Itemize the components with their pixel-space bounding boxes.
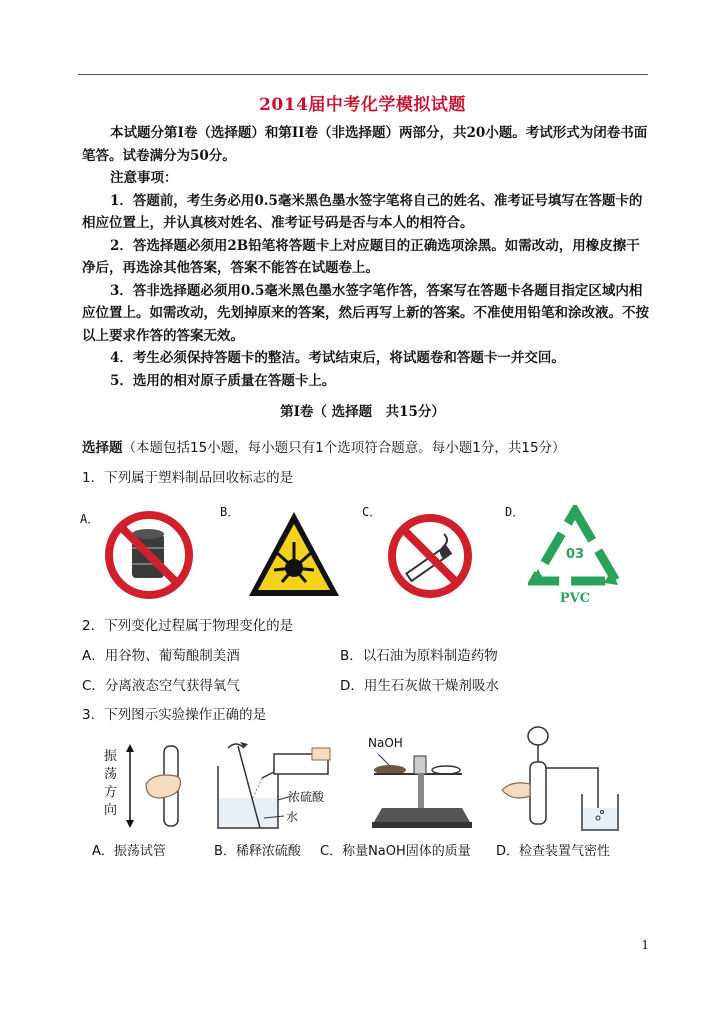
no-smoking-icon <box>386 512 474 600</box>
q2-option-b: B．以石油为原料制造药物 <box>340 648 498 664</box>
notice-heading: 注意事项： <box>110 170 178 186</box>
fig-dilute-acid <box>212 738 362 834</box>
naoh-label: NaOH <box>368 736 403 750</box>
page-number: 1 <box>641 938 649 952</box>
section-instruction-text: （本题包括15小题，每小题只有1个选项符合题意。每小题1分，共15分） <box>122 440 566 456</box>
page-title: 2014届中考化学模拟试题 <box>259 95 466 115</box>
acid-label: 浓硫酸 <box>288 790 325 804</box>
q3-caption-a: A．振荡试管 <box>92 844 166 859</box>
q1-option-b: B． <box>220 505 240 519</box>
notice-1: 1．答题前，考生务必用0.5毫米黑色墨水签字笔将自己的姓名、准考证号填写在答题卡的相应位置上，并认真核对姓名、准考证号码是否与本人的相符合。 <box>82 192 643 231</box>
q2-option-a: A．用谷物、葡萄酿制美酒 <box>82 648 240 664</box>
q2-option-d: D．用生石灰做干燥剂吸水 <box>340 678 499 694</box>
pvc-recycle-icon <box>528 505 622 609</box>
q1-option-c: C． <box>362 505 382 519</box>
section-instructions <box>82 438 652 458</box>
q3-caption-b: B．稀释浓硫酸 <box>214 844 301 859</box>
q1-option-d: D． <box>505 505 525 519</box>
q2-option-c: C．分离液态空气获得氧气 <box>82 678 240 694</box>
section-title: 第Ⅰ卷（ 选择题 共15分） <box>280 404 445 420</box>
barrel-prohibit-icon <box>104 510 194 600</box>
header-rule <box>78 74 648 75</box>
shake-direction-label: 振荡方向 <box>104 749 118 818</box>
q1-option-a: A． <box>80 512 100 526</box>
q1-stem: 1．下列属于塑料制品回收标志的是 <box>82 470 294 486</box>
notice-2: 2．答选择题必须用2B铅笔将答题卡上对应题目的正确选项涂黑。如需改动，用橡皮擦干净后，再选涂其他答案，答案不能答在试题卷上。 <box>82 237 640 276</box>
section-label: 选择题 <box>82 440 123 456</box>
fig-weigh-naoh <box>362 736 482 834</box>
notice-5: 5．选用的相对原子质量在答题卡上。 <box>110 372 336 389</box>
q3-stem: 3．下列图示实验操作正确的是 <box>82 707 267 723</box>
fig-airtight-check <box>498 722 628 834</box>
explosive-warning-icon <box>246 508 342 600</box>
q3-caption-d: D．检查装置气密性 <box>496 844 611 859</box>
pvc-label: PVC <box>559 591 591 606</box>
intro-text: 本试题分第Ⅰ卷（选择题）和第II卷（非选择题）两部分，共20小题。考试形式为闭卷书面笔答。试卷满分为50分。 <box>82 125 648 164</box>
water-label: 水 <box>286 810 299 824</box>
notice-4: 4．考生必须保持答题卡的整洁。考试结束后，将试题卷和答题卡一并交回。 <box>110 350 565 366</box>
q3-caption-c: C．称量NaOH固体的质量 <box>320 844 471 859</box>
fig-shake-test-tube <box>100 740 200 834</box>
notice-3: 3．答非选择题必须用0.5毫米黑色墨水签字笔作答，答案写在答题卡各题目指定区域内相应位置上。如需改动，先划掉原来的答案，然后再写上新的答案。不准使用铅笔和涂改液。不按以上要求作答的答案无效。 <box>82 282 649 344</box>
q2-stem: 2．下列变化过程属于物理变化的是 <box>82 618 294 634</box>
intro-block <box>82 122 652 392</box>
pvc-number: 03 <box>565 547 585 562</box>
